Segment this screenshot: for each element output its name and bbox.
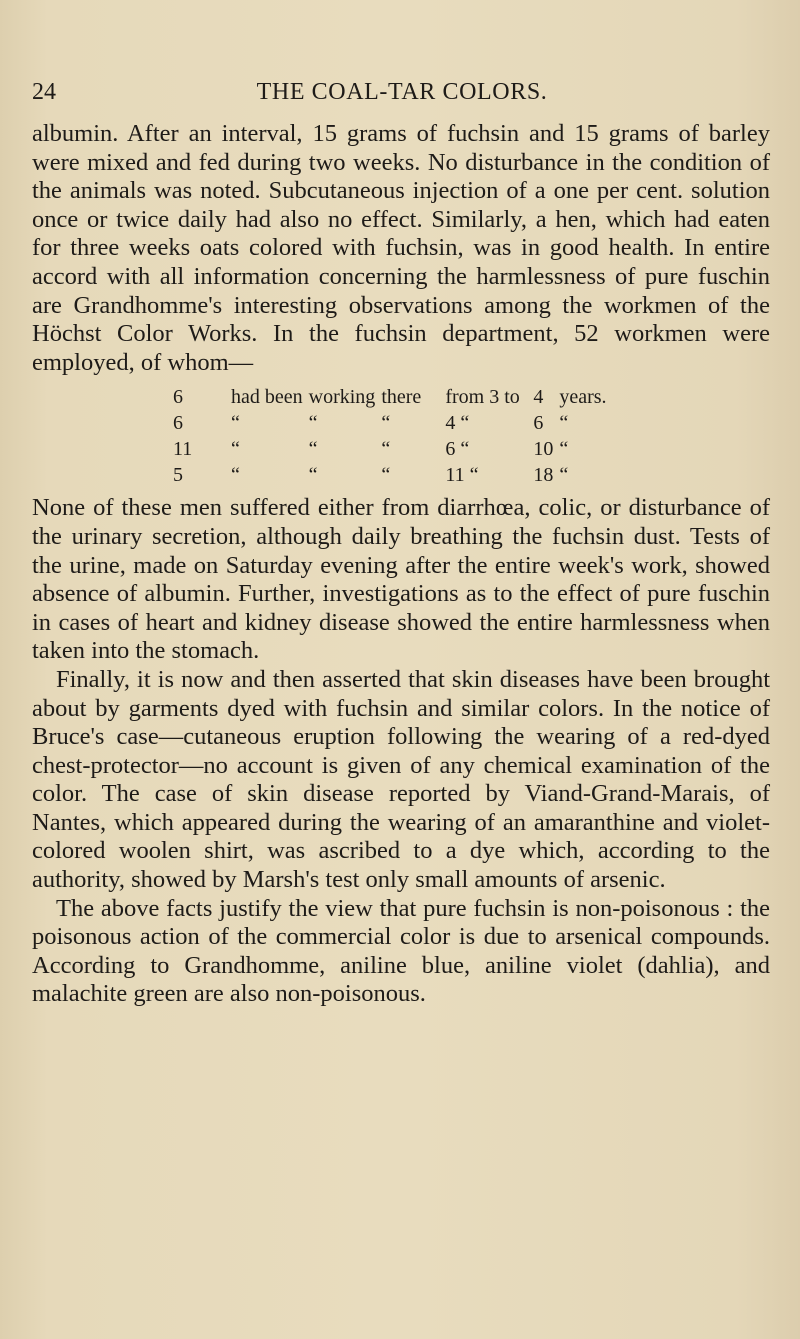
upper-cell: 18 [533, 464, 554, 487]
unit-cell: “ [559, 412, 569, 435]
table-row [173, 384, 613, 410]
paragraph-albumin: albumin. After an interval, 15 grams of fuchsin and 15 grams of barley were mixed and fed during two weeks. No disturbance in the condition of the animals was noted. Subcutaneous injection of a one per cent. solution once or twice daily had also no effect. Similarly, a hen, which had eaten for three weeks oats colored with fuchsin, was in good health. In entire accord with all information concerning the harmlessness of pure fuschin are Grandhomme's interesting observations among the workmen of the Höchst Color Works. In the fuchsin department, 52 workmen were employed, of whom— [32, 120, 770, 376]
count-cell: 6 [173, 386, 183, 409]
range-cell: 11 “ [445, 464, 479, 487]
running-head [32, 77, 772, 107]
ditto-cell: “ [231, 412, 240, 435]
ditto-cell: “ [381, 464, 391, 487]
ditto-cell: “ [308, 412, 318, 435]
ditto-cell: had been [231, 386, 303, 409]
range-cell: 6 “ [445, 438, 470, 461]
table-row [173, 462, 613, 488]
page-number: 24 [32, 79, 56, 105]
table-row [173, 410, 613, 436]
upper-cell: 6 [533, 412, 544, 435]
paragraph-skin-diseases: Finally, it is now and then asserted that skin diseases have been brought about by garments dyed with fuchsin and similar colors. In the notice of Bruce's case—cutaneous eruption following the wearing of a red-dyed chest-protector—no account is given of any chemical examination of the color. The case of skin disease reported by Viand-Grand-Marais, of Nantes, which appeared during the wearing of an amaranthine and violet-colored woolen shirt, was ascribed to a dye which, according to the authority, showed by Marsh's test only small amounts of arsenic. [32, 665, 770, 894]
ditto-cell: “ [381, 412, 391, 435]
paragraph-conclusion: The above facts justify the view that pure fuchsin is non-poisonous : the poisonous action of the commercial color is due to arsenical compounds. According to Grandhomme, aniline blue, aniline violet (dahlia), and malachite green are also non-poisonous. [32, 894, 770, 1008]
unit-cell: “ [559, 438, 569, 461]
paragraph-workmen-health: None of these men suffered either from diarrhœa, colic, or disturbance of the urinary secretion, although daily breathing the fuchsin dust. Tests of the urine, made on Saturday evening after the entire week's work, showed absence of albumin. Further, investigations as to the effect of pure fuschin in cases of heart and kidney disease showed the entire harmlessness when taken into the stomach. [32, 494, 770, 665]
upper-cell: 4 [533, 386, 544, 409]
ditto-cell: “ [308, 438, 318, 461]
range-cell: 4 “ [445, 412, 470, 435]
ditto-cell: “ [308, 464, 318, 487]
range-cell: from 3 to [445, 386, 520, 409]
upper-cell: 10 [533, 438, 554, 461]
unit-cell: years. [559, 386, 607, 409]
body-text [32, 120, 770, 1009]
ditto-cell: “ [381, 438, 391, 461]
count-cell: 5 [173, 464, 183, 487]
page-title: THE COAL-TAR COLORS. [256, 79, 548, 105]
unit-cell: “ [559, 464, 569, 487]
count-cell: 11 [173, 438, 193, 461]
workers-table [173, 384, 613, 488]
table-row [173, 436, 613, 462]
ditto-cell: working [308, 386, 376, 409]
ditto-cell: there [381, 386, 422, 409]
count-cell: 6 [173, 412, 183, 435]
ditto-cell: “ [231, 438, 240, 461]
ditto-cell: “ [231, 464, 240, 487]
